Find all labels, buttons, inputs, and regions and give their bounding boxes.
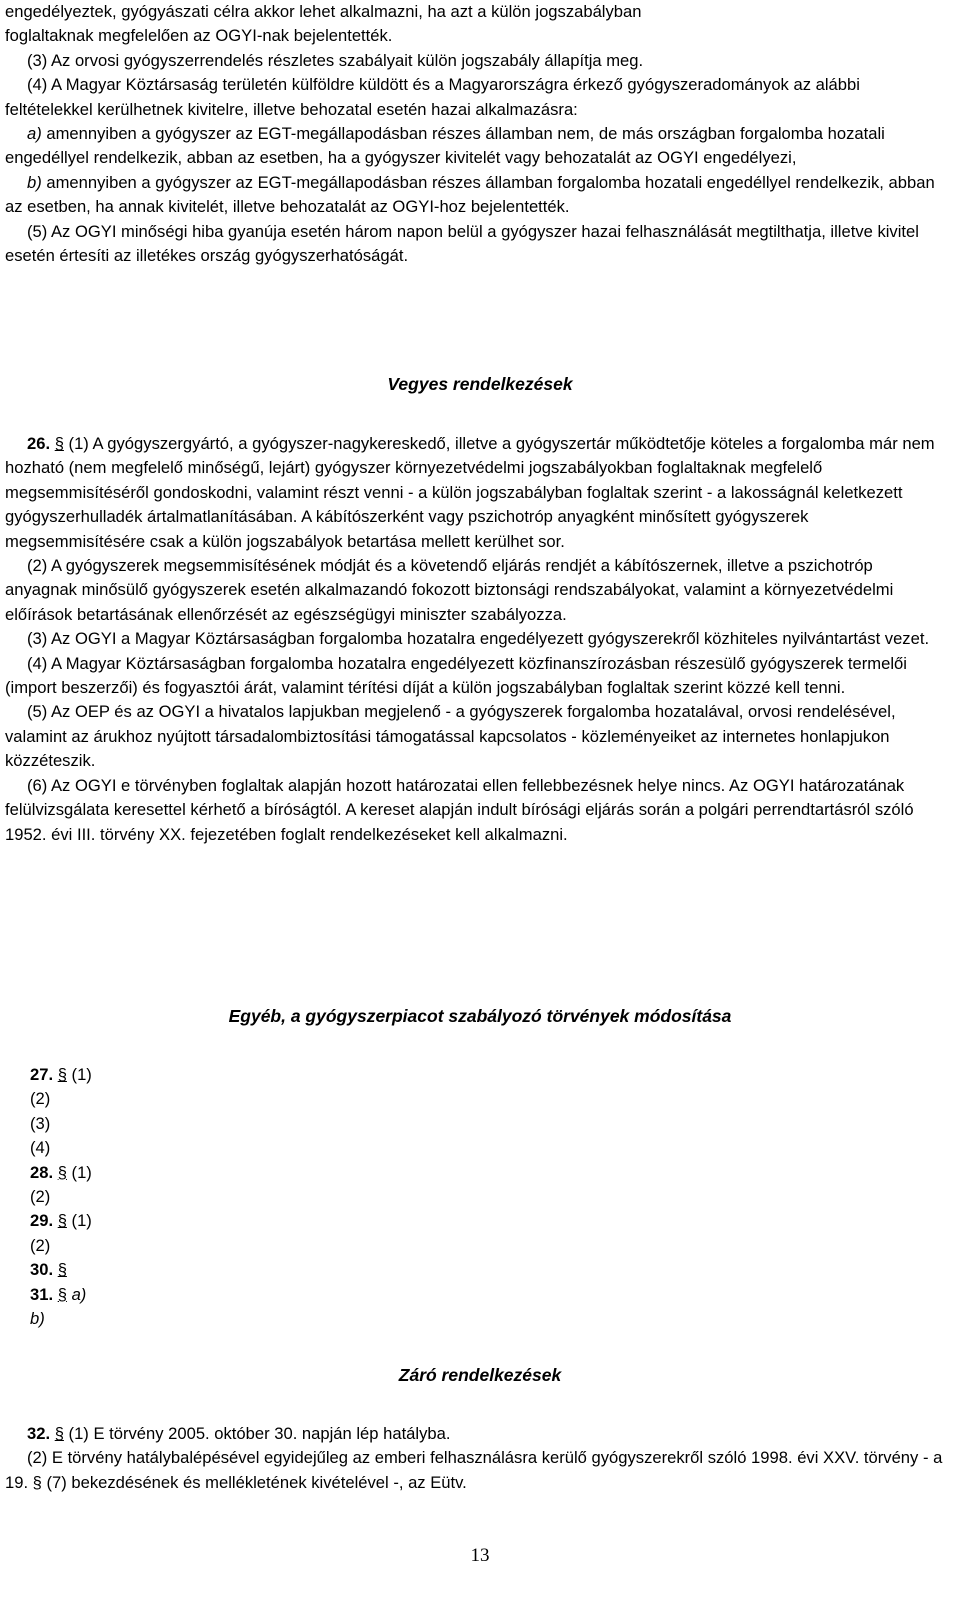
section-sign: §	[57, 1284, 67, 1304]
list-item: 30. §	[30, 1260, 67, 1280]
item-a-marker: a)	[27, 124, 42, 144]
continued-text-line-1: engedélyeztek, gyógyászati célra akkor lehet alkalmazni, ha azt a külön jogszabályban	[5, 2, 642, 21]
heading-egyeb: Egyéb, a gyógyszerpiacot szabályozó törvények módosítása	[228, 1006, 732, 1026]
section-sign: §	[57, 1162, 67, 1182]
paragraph-3: (3) Az orvosi gyógyszerrendelés részletes szabályait külön jogszabály állapítja meg.	[27, 50, 644, 70]
section-32-number: 32.	[27, 1424, 51, 1443]
list-item: (2)	[30, 1089, 51, 1109]
section-26-para-6: (6) Az OGYI e törvényben foglaltak alapján hozott határozatai ellen fellebbezésnek helye nincs. Az OGYI határozatának felülvizsgálata keresettel kérhető a bíróságtól. A kereset alapján indult bírósági eljárás során a polgári perrendtartásról szóló 1952. évi III. törvény XX. fejezetében foglalt rendelkezéseket kell alkalmazni.	[5, 775, 914, 844]
paragraph-4: (4) A Magyar Köztársaság területén külföldre küldött és a Magyarországra érkező gyógyszeradományok az alábbi feltételekkel kerülhetnek kivitelre, illetve behozatal esetén hazai alkalmazásra:	[5, 75, 860, 119]
page-number: 13	[470, 1545, 490, 1566]
section-26-para-4: (4) A Magyar Köztársaságban forgalomba hozatalra engedélyezett közfinanszírozásban részesülő gyógyszerek termelői (import beszerzői) és fogyasztói árát, valamint térítési díját a külön jogszabályban foglaltak szerint közzé kell tenni.	[5, 653, 907, 698]
item-a-text: amennyiben a gyógyszer az EGT-megállapodásban részes államban nem, de más országban forgalomba hozatali engedéllyel rendelkezik, abban az esetben, ha a gyógyszer kivitelét vagy behozatalát az OGYI engedélyezi,	[5, 124, 885, 168]
section-sign-26: §	[54, 434, 64, 453]
section-sign: §	[57, 1211, 67, 1231]
section-26-text-1: (1) A gyógyszergyártó, a gyógyszer-nagykereskedő, illetve a gyógyszertár működtetője köteles a forgalomba már nem hozható (nem megfelelő minőségű, lejárt) gyógyszer környezetvédelmi jogszabályokban foglaltaknak megfelelő megsemmisítéséről gondoskodni, valamint részt venni - a külön jogszabályban foglaltak szerint - a lakosságnál keletkezett gyógyszerhulladék ártalmatlanításában. A kábítószerként vagy pszichotróp anyagként minősített gyógyszerek megsemmisítésére csak a külön jogszabályok betartása mellett kerülhet sor.	[5, 434, 935, 551]
list-item: b)	[30, 1309, 45, 1329]
section-sign: §	[57, 1260, 67, 1280]
list-item: (2)	[30, 1235, 51, 1255]
paragraph-5: (5) Az OGYI minőségi hiba gyanúja esetén három napon belül a gyógyszer hazai felhasználását megtilthatja, illetve kivitel esetén értesíti az illetékes ország gyógyszerhatóságát.	[5, 221, 919, 266]
section-32-para-1	[5, 1422, 945, 1446]
item-a	[5, 122, 945, 171]
section-26-para-1	[5, 432, 945, 554]
heading-vegyes: Vegyes rendelkezések	[387, 374, 573, 394]
list-item: (2)	[30, 1187, 51, 1207]
section-26-para-3: (3) Az OGYI a Magyar Köztársaságban forgalomba hozatalra engedélyezett gyógyszerekről közhiteles nyilvántartást vezet.	[27, 629, 930, 649]
section-26-number: 26.	[27, 434, 51, 453]
section-list-27-31	[30, 1063, 92, 1331]
section-32	[5, 1422, 945, 1495]
list-item: (3)	[30, 1113, 51, 1133]
section-26	[5, 432, 945, 847]
list-item: 31. § a)	[30, 1284, 87, 1304]
list-item: (4)	[30, 1138, 51, 1158]
item-b-text: amennyiben a gyógyszer az EGT-megállapodásban részes államban forgalomba hozatali engedéllyel rendelkezik, abban az esetben, ha annak kivitelét, illetve behozatalát az OGYI-hoz bejelentették.	[5, 172, 935, 217]
item-b	[5, 171, 945, 220]
section-26-para-2: (2) A gyógyszerek megsemmisítésének módját és a követendő eljárás rendjét a kábítószernek, illetve a pszichotróp anyagnak minősülő gyógyszerek esetén alkalmazandó fokozott biztonsági rendszabályokat, valamint a környezetvédelmi előírások betartásának ellenőrzését az egészségügyi miniszter szabályozza.	[5, 556, 894, 624]
section-sign: §	[57, 1065, 67, 1084]
section-sign-32: §	[54, 1424, 64, 1443]
section-26-para-5: (5) Az OEP és az OGYI a hivatalos lapjukban megjelenő - a gyógyszerek forgalomba hozatalával, orvosi rendelésével, valamint az árukhoz nyújtott társadalombiztosítási támogatással kapcsolatos - közleményeiket az internetes honlapjukon közzéteszik.	[5, 702, 896, 771]
top-block	[5, 0, 945, 268]
list-item: 29. § (1)	[30, 1211, 92, 1231]
list-item: 28. § (1)	[30, 1162, 92, 1182]
section-32-text-1: (1) E törvény 2005. október 30. napján lép hatályba.	[63, 1424, 451, 1443]
continued-text-line-2: foglaltaknak megfelelően az OGYI-nak bejelentették.	[5, 26, 393, 46]
item-b-marker: b)	[27, 172, 42, 192]
section-32-para-2: (2) E törvény hatálybalépésével egyidejűleg az emberi felhasználásra kerülő gyógyszerekről szóló 1998. évi XXV. törvény - a 19. § (7) bekezdésének és mellékletének kivételével -, az Eütv.	[5, 1448, 943, 1492]
list-item: 27. § (1)	[30, 1065, 92, 1084]
heading-zaro: Záró rendelkezések	[398, 1365, 562, 1385]
